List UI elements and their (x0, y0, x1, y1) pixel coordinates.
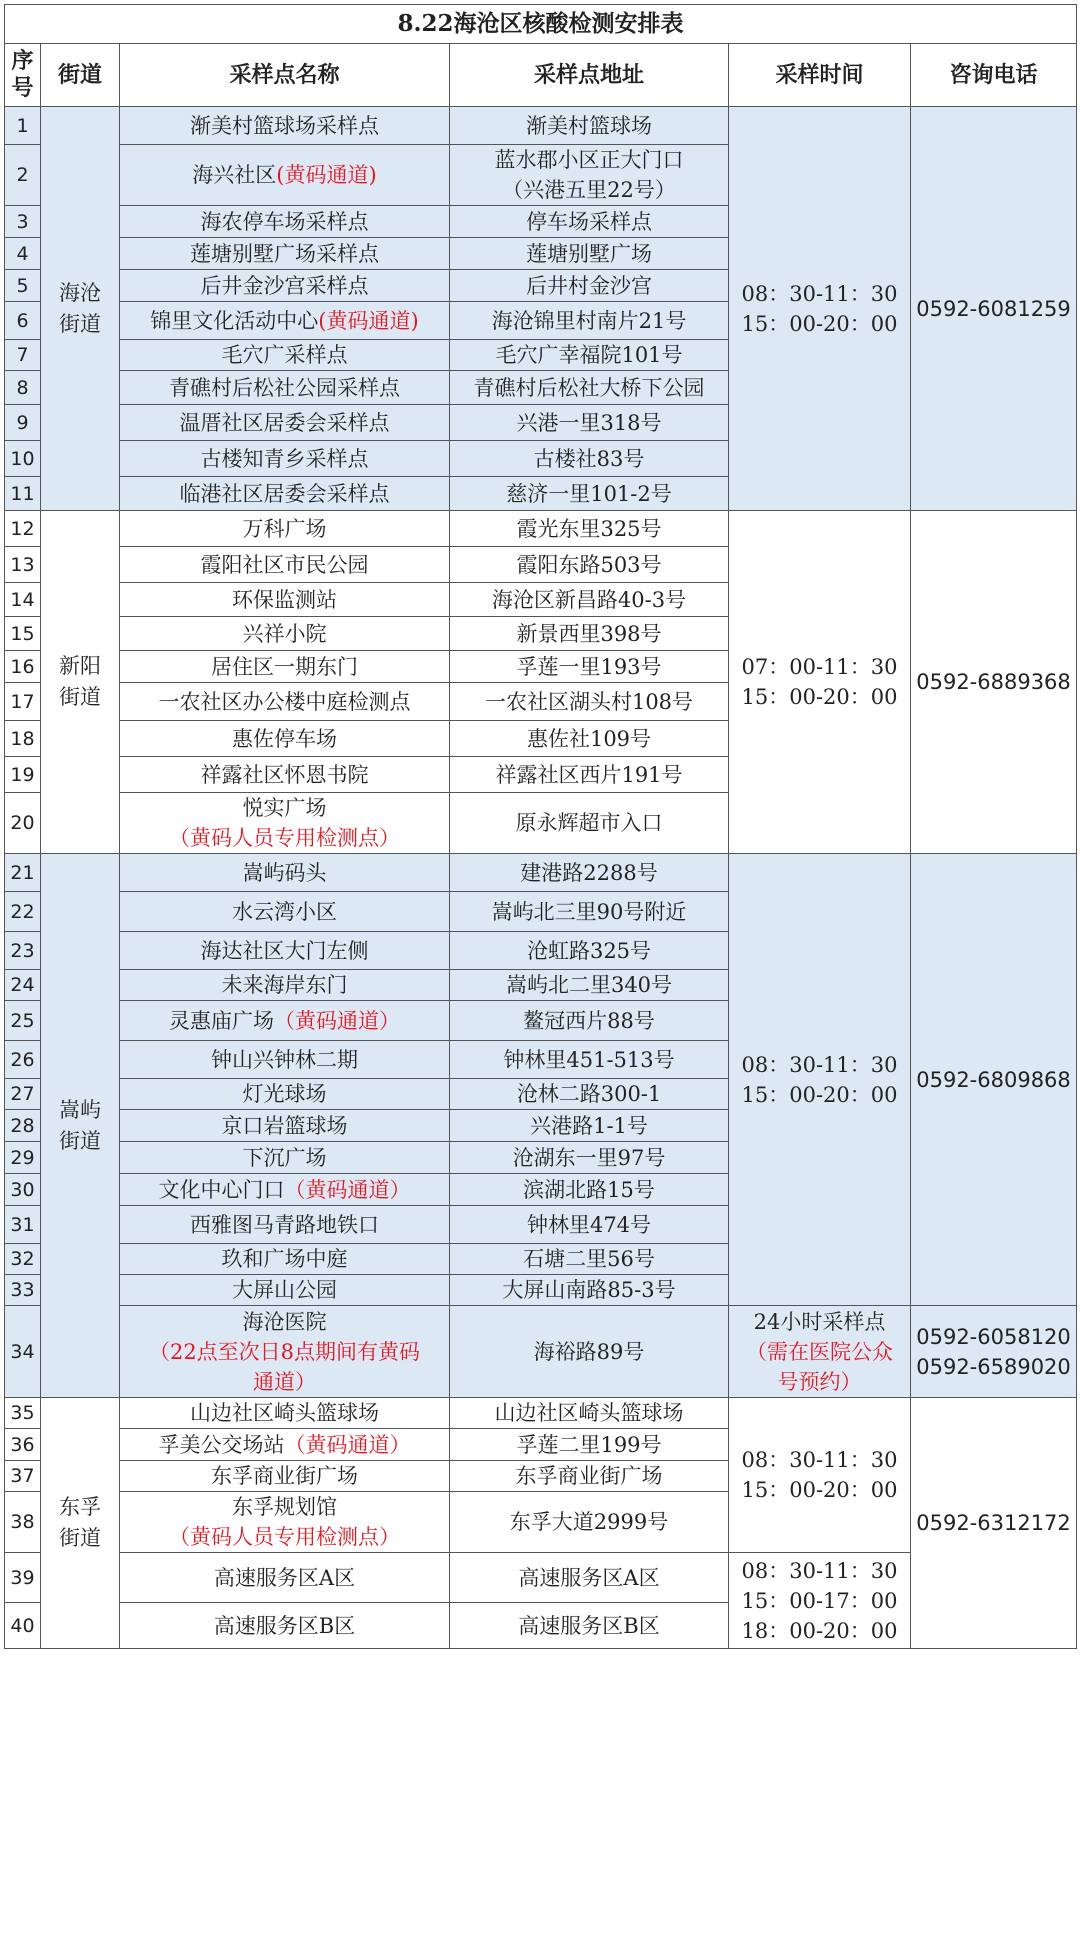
site-address-cell (450, 340, 729, 371)
site-address: 古楼社83号 (533, 446, 645, 471)
header-site-name: 采样点名称 (120, 44, 450, 107)
site-name: 惠佐停车场 (232, 726, 337, 751)
site-address-cell (450, 270, 729, 302)
site-name: 西雅图马青路地铁口 (190, 1212, 379, 1237)
row-number: 18 (5, 721, 41, 757)
site-address-cell (450, 238, 729, 270)
row-number: 14 (5, 583, 41, 617)
row-number: 33 (5, 1275, 41, 1306)
row-number: 34 (5, 1306, 41, 1398)
site-address-cell (450, 1461, 729, 1492)
site-name-cell (120, 583, 450, 617)
row-number: 35 (5, 1398, 41, 1429)
site-name: 毛穴广采样点 (221, 343, 348, 367)
site-address: 沧湖东一里97号 (512, 1145, 666, 1170)
phone-cell (911, 854, 1077, 1306)
site-name: 环保监测站 (232, 587, 337, 612)
site-address: 大屏山南路85-3号 (502, 1278, 676, 1302)
site-name-cell (120, 1001, 450, 1041)
site-name: 下沉广场 (242, 1145, 327, 1170)
time-range: 15：00-20：00 (741, 311, 898, 336)
site-name: 京口岩篮球场 (221, 1113, 348, 1138)
table-row (5, 1306, 1077, 1398)
site-address: 沧林二路300-1 (516, 1082, 662, 1106)
site-name: 万科广场 (242, 516, 327, 541)
street-name-line: 新阳 (59, 654, 101, 678)
site-name-cell (120, 1461, 450, 1492)
site-name-cell (120, 683, 450, 721)
site-address-cell (450, 1275, 729, 1306)
row-number: 19 (5, 757, 41, 793)
street-name-line: 街道 (59, 1526, 101, 1550)
site-address: 霞阳东路503号 (516, 552, 662, 577)
site-name-cell (120, 270, 450, 302)
street-name-line: 东孚 (59, 1495, 101, 1519)
street-name-line: 街道 (59, 311, 101, 336)
site-name: 海沧医院 (242, 1309, 327, 1334)
site-address: 建港路2288号 (520, 860, 658, 885)
site-name: 锦里文化活动中心 (150, 308, 319, 333)
site-address-cell (450, 651, 729, 683)
phone-number: 0592-6889368 (916, 670, 1071, 694)
site-name: 渐美村篮球场采样点 (190, 113, 379, 138)
table-title: 8.22海沧区核酸检测安排表 (5, 5, 1077, 44)
phone-number: 0592-6312172 (916, 1511, 1071, 1535)
site-address: 莲塘别墅广场 (526, 241, 652, 266)
site-address-cell (450, 1142, 729, 1174)
site-name: 水云湾小区 (232, 899, 337, 924)
site-name: 东孚商业街广场 (211, 1464, 358, 1488)
row-number: 27 (5, 1079, 41, 1110)
site-address-cell (450, 1174, 729, 1206)
site-name: 悦实广场 (242, 796, 327, 820)
row-number: 8 (5, 371, 41, 405)
site-name-cell (120, 1041, 450, 1079)
site-name: 东孚规划馆 (232, 1495, 337, 1519)
site-address: 停车场采样点 (526, 209, 652, 234)
row-number: 2 (5, 145, 41, 206)
site-name-cell (120, 1206, 450, 1244)
row-number: 6 (5, 302, 41, 340)
site-name: 一农社区办公楼中庭检测点 (158, 689, 411, 714)
site-name-cell (120, 1142, 450, 1174)
site-address-cell (450, 547, 729, 583)
site-address-cell (450, 892, 729, 932)
site-address-cell (450, 441, 729, 477)
site-address: 高速服务区B区 (518, 1613, 660, 1638)
time-range: 24小时采样点 (753, 1309, 886, 1334)
site-address: 青礁村后松社大桥下公园 (473, 375, 705, 400)
site-name: 青礁村后松社公园采样点 (169, 375, 400, 400)
site-name: 霞阳社区市民公园 (200, 552, 369, 577)
street-name-line: 嵩屿 (59, 1097, 101, 1122)
site-address-cell (450, 683, 729, 721)
row-number: 28 (5, 1110, 41, 1142)
row-number: 3 (5, 206, 41, 238)
site-address-cell (450, 1244, 729, 1275)
site-name: 海达社区大门左侧 (200, 938, 369, 963)
row-number: 37 (5, 1461, 41, 1492)
site-name-cell (120, 1398, 450, 1429)
site-name-cell (120, 371, 450, 405)
phone-cell (911, 107, 1077, 511)
site-address: 石塘二里56号 (523, 1247, 655, 1271)
site-address-cell (450, 371, 729, 405)
time-range: 15：00-20：00 (741, 685, 898, 709)
table-row (5, 854, 1077, 892)
time-range: 08：30-11：30 (741, 281, 898, 306)
row-number: 22 (5, 892, 41, 932)
site-name-cell (120, 547, 450, 583)
phone-number: 0592-6589020 (916, 1354, 1071, 1379)
time-range: 07：00-11：30 (741, 655, 898, 679)
site-name: 嵩屿码头 (242, 860, 327, 885)
site-name: 祥露社区怀恩书院 (200, 762, 369, 787)
site-address: 高速服务区A区 (518, 1565, 660, 1590)
site-address: 原永辉超市入口 (515, 811, 663, 835)
site-address-cell (450, 1553, 729, 1603)
table-body (5, 107, 1077, 1649)
site-address: 蓝水郡小区正大门口 (494, 148, 684, 172)
header-phone: 咨询电话 (911, 44, 1077, 107)
site-address: （兴港五里22号） (502, 178, 676, 202)
row-number: 9 (5, 405, 41, 441)
site-name-cell (120, 1603, 450, 1649)
site-name: 文化中心门口 (158, 1177, 285, 1202)
site-name: 灯光球场 (242, 1082, 327, 1106)
row-number: 24 (5, 970, 41, 1001)
header-street: 街道 (41, 44, 120, 107)
site-address: 海沧区新昌路40-3号 (491, 587, 687, 612)
phone-number: 0592-6058120 (916, 1324, 1071, 1349)
row-number: 23 (5, 932, 41, 970)
time-range: 15：00-20：00 (741, 1478, 898, 1502)
site-address: 东孚大道2999号 (509, 1510, 669, 1534)
row-number: 16 (5, 651, 41, 683)
site-name: 灵惠庙广场 (169, 1008, 274, 1033)
site-name-cell (120, 107, 450, 145)
site-address-cell (450, 107, 729, 145)
phone-number: 0592-6081259 (916, 296, 1071, 321)
row-number: 40 (5, 1603, 41, 1649)
site-address-cell (450, 1398, 729, 1429)
site-name: 山边社区崎头篮球场 (190, 1401, 379, 1425)
site-name-cell (120, 757, 450, 793)
site-name-cell (120, 854, 450, 892)
site-address: 东孚商业街广场 (515, 1464, 663, 1488)
yellow-code-note: (黄码通道) (318, 308, 419, 333)
site-name-cell (120, 1079, 450, 1110)
yellow-code-note: （黄码人员专用检测点） (169, 1525, 400, 1549)
sampling-time-cell (729, 854, 911, 1306)
row-number: 32 (5, 1244, 41, 1275)
site-address-cell (450, 145, 729, 206)
row-number: 4 (5, 238, 41, 270)
site-address-cell (450, 1206, 729, 1244)
header-site-address: 采样点地址 (450, 44, 729, 107)
header-sampling-time: 采样时间 (729, 44, 911, 107)
site-name-cell (120, 1306, 450, 1398)
site-name-cell (120, 617, 450, 651)
site-address-cell (450, 1001, 729, 1041)
site-name-cell (120, 405, 450, 441)
site-name-cell (120, 206, 450, 238)
row-number: 10 (5, 441, 41, 477)
site-address: 沧虹路325号 (526, 938, 652, 963)
table-row (5, 1398, 1077, 1429)
sampling-time-cell (729, 1553, 911, 1649)
site-name: 未来海岸东门 (221, 973, 348, 997)
site-address-cell (450, 617, 729, 651)
site-name-cell (120, 932, 450, 970)
site-name: 玖和广场中庭 (221, 1247, 348, 1271)
site-address-cell (450, 1429, 729, 1461)
testing-schedule-table (4, 4, 1077, 1649)
site-name-cell (120, 145, 450, 206)
site-name-cell (120, 340, 450, 371)
site-address: 新景西里398号 (516, 621, 662, 646)
site-name-cell (120, 721, 450, 757)
row-number: 29 (5, 1142, 41, 1174)
street-name-line: 街道 (59, 1128, 101, 1153)
site-name: 大屏山公园 (232, 1278, 337, 1302)
row-number: 12 (5, 511, 41, 547)
yellow-code-note: （黄码通道） (274, 1008, 400, 1033)
phone-cell (911, 1306, 1077, 1398)
row-number: 25 (5, 1001, 41, 1041)
row-number: 11 (5, 477, 41, 511)
site-address: 嵩屿北三里90号附近 (491, 899, 687, 924)
site-name-cell (120, 793, 450, 854)
header-seq: 序号 (5, 44, 41, 107)
site-address-cell (450, 302, 729, 340)
site-address: 鳌冠西片88号 (523, 1008, 655, 1033)
table-row (5, 511, 1077, 547)
site-name: 古楼知青乡采样点 (200, 446, 369, 471)
row-number: 17 (5, 683, 41, 721)
time-range: 18：00-20：00 (741, 1618, 898, 1643)
site-address: 后井村金沙宫 (526, 273, 652, 298)
site-name-cell (120, 970, 450, 1001)
yellow-code-note: （黄码人员专用检测点） (169, 826, 400, 850)
row-number: 5 (5, 270, 41, 302)
sampling-time-cell (729, 511, 911, 854)
site-name-cell (120, 651, 450, 683)
yellow-code-note: 通道） (253, 1369, 316, 1394)
row-number: 36 (5, 1429, 41, 1461)
site-address-cell (450, 583, 729, 617)
site-name-cell (120, 1429, 450, 1461)
site-name-cell (120, 1174, 450, 1206)
site-name: 钟山兴钟林二期 (211, 1047, 358, 1072)
site-name: 后井金沙宫采样点 (200, 273, 369, 298)
site-address: 海沧锦里村南片21号 (491, 308, 687, 333)
phone-number: 0592-6809868 (916, 1067, 1071, 1092)
site-name-cell (120, 1244, 450, 1275)
site-address-cell (450, 1079, 729, 1110)
yellow-code-note: （黄码通道） (284, 1177, 411, 1202)
site-address: 慈济一里101-2号 (506, 481, 672, 506)
row-number: 26 (5, 1041, 41, 1079)
yellow-code-note: （22点至次日8点期间有黄码 (148, 1339, 421, 1364)
site-address: 海裕路89号 (533, 1339, 645, 1364)
site-address: 嵩屿北二里340号 (505, 973, 673, 997)
row-number: 1 (5, 107, 41, 145)
site-address: 渐美村篮球场 (526, 113, 652, 138)
time-range: 15：00-20：00 (741, 1082, 898, 1107)
row-number: 31 (5, 1206, 41, 1244)
sampling-time-cell (729, 1306, 911, 1398)
table-row (5, 107, 1077, 145)
site-name: 海农停车场采样点 (200, 209, 369, 234)
sampling-time-cell (729, 107, 911, 511)
street-name-line: 海沧 (59, 280, 101, 305)
site-address-cell (450, 1041, 729, 1079)
street-cell (41, 1398, 120, 1649)
phone-cell (911, 511, 1077, 854)
site-address-cell (450, 1492, 729, 1553)
time-range: 08：30-11：30 (741, 1448, 898, 1472)
yellow-code-note: （黄码通道） (284, 1432, 411, 1457)
site-name-cell (120, 477, 450, 511)
time-range: 08：30-11：30 (741, 1558, 898, 1583)
phone-cell (911, 1398, 1077, 1649)
site-address: 山边社区崎头篮球场 (494, 1401, 684, 1425)
site-address-cell (450, 721, 729, 757)
street-cell (41, 511, 120, 854)
site-name: 海兴社区 (192, 163, 277, 187)
site-address: 孚莲二里199号 (516, 1432, 662, 1457)
site-name-cell (120, 892, 450, 932)
site-address-cell (450, 477, 729, 511)
site-name-cell (120, 1110, 450, 1142)
site-name: 莲塘别墅广场采样点 (190, 241, 379, 266)
site-name: 温厝社区居委会采样点 (179, 410, 390, 435)
row-number: 38 (5, 1492, 41, 1553)
site-address: 毛穴广幸福院101号 (495, 343, 683, 367)
site-address-cell (450, 206, 729, 238)
time-range: 08：30-11：30 (741, 1052, 898, 1077)
site-name: 居住区一期东门 (211, 654, 358, 679)
row-number: 30 (5, 1174, 41, 1206)
street-cell (41, 854, 120, 1398)
site-address-cell (450, 405, 729, 441)
site-address-cell (450, 1603, 729, 1649)
site-address: 滨湖北路15号 (523, 1177, 655, 1202)
row-number: 39 (5, 1553, 41, 1603)
site-name: 高速服务区B区 (213, 1613, 356, 1638)
site-address: 惠佐社109号 (526, 726, 652, 751)
site-name: 临港社区居委会采样点 (179, 481, 390, 506)
site-name: 孚美公交场站 (158, 1432, 285, 1457)
street-cell (41, 107, 120, 511)
site-name: 兴祥小院 (242, 621, 327, 646)
site-address-cell (450, 854, 729, 892)
appointment-note: （需在医院公众 (746, 1339, 893, 1364)
row-number: 13 (5, 547, 41, 583)
site-name-cell (120, 1553, 450, 1603)
row-number: 20 (5, 793, 41, 854)
site-name-cell (120, 441, 450, 477)
site-address-cell (450, 932, 729, 970)
site-name-cell (120, 511, 450, 547)
time-range: 15：00-17：00 (741, 1588, 898, 1613)
site-address: 钟林里451-513号 (503, 1047, 675, 1072)
site-address: 一农社区湖头村108号 (484, 689, 694, 714)
appointment-note: 号预约） (777, 1369, 862, 1394)
site-address-cell (450, 1306, 729, 1398)
street-name-line: 街道 (59, 685, 101, 709)
site-address: 钟林里474号 (526, 1212, 652, 1237)
site-address-cell (450, 970, 729, 1001)
site-address: 兴港一里318号 (516, 410, 662, 435)
site-address: 祥露社区西片191号 (495, 762, 683, 787)
site-address: 霞光东里325号 (516, 516, 662, 541)
site-name-cell (120, 302, 450, 340)
site-address-cell (450, 793, 729, 854)
site-address-cell (450, 757, 729, 793)
site-name-cell (120, 238, 450, 270)
site-name-cell (120, 1275, 450, 1306)
site-address: 兴港路1-1号 (530, 1113, 648, 1138)
row-number: 15 (5, 617, 41, 651)
site-address-cell (450, 1110, 729, 1142)
sampling-time-cell (729, 1398, 911, 1553)
site-address-cell (450, 511, 729, 547)
row-number: 7 (5, 340, 41, 371)
row-number: 21 (5, 854, 41, 892)
site-name-cell (120, 1492, 450, 1553)
yellow-code-note: (黄码通道) (276, 163, 377, 187)
site-name: 高速服务区A区 (213, 1565, 356, 1590)
site-address: 孚莲一里193号 (516, 654, 662, 679)
